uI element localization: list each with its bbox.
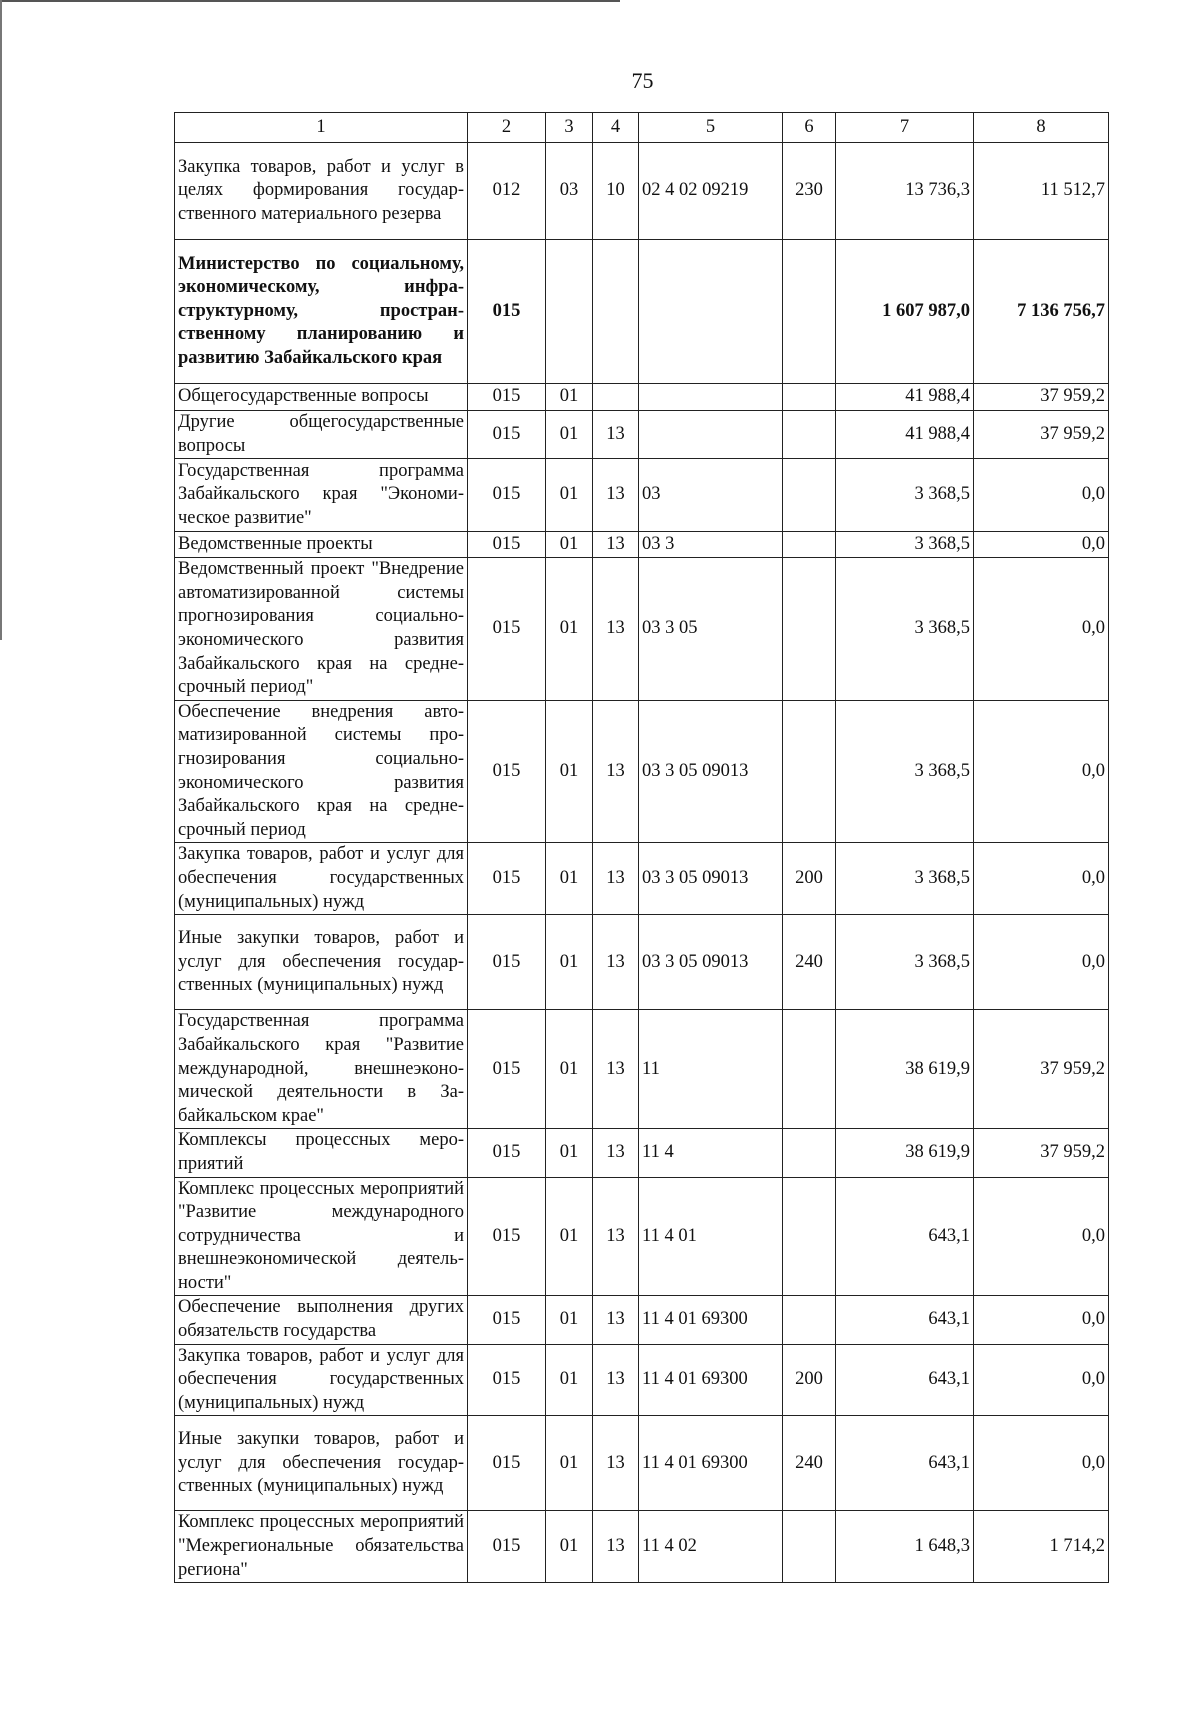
col-subsection: 13 [593, 1416, 639, 1511]
col-amount-1: 1 648,3 [836, 1511, 974, 1583]
row-name: Комплексы процессных мероприятий [175, 1129, 468, 1177]
row-name: Ведомственные проекты [175, 532, 468, 558]
col-ministry: 015 [468, 1177, 546, 1296]
col-section [546, 240, 593, 384]
table-row [175, 384, 1109, 411]
col-amount-1: 41 988,4 [836, 384, 974, 411]
col-amount-1: 1 607 987,0 [836, 240, 974, 384]
header-cell: 4 [593, 113, 639, 143]
col-section: 03 [546, 143, 593, 240]
col-section: 01 [546, 843, 593, 915]
col-ministry: 015 [468, 240, 546, 384]
col-expense-type [783, 459, 836, 532]
col-subsection: 13 [593, 843, 639, 915]
col-expense-type [783, 411, 836, 459]
header-cell: 7 [836, 113, 974, 143]
col-section: 01 [546, 384, 593, 411]
col-expense-type [783, 384, 836, 411]
header-cell: 1 [175, 113, 468, 143]
col-amount-2: 0,0 [974, 558, 1109, 701]
col-amount-1: 643,1 [836, 1177, 974, 1296]
col-subsection: 13 [593, 1344, 639, 1416]
col-amount-1: 41 988,4 [836, 411, 974, 459]
col-subsection: 13 [593, 1296, 639, 1344]
col-target-article [639, 240, 783, 384]
col-target-article: 11 4 01 69300 [639, 1416, 783, 1511]
col-amount-1: 643,1 [836, 1296, 974, 1344]
col-target-article: 11 4 02 [639, 1511, 783, 1583]
col-ministry: 015 [468, 411, 546, 459]
row-name: Ведомственный проект "Внедрение автоматизированной системы прогнозирования социально-экономического развития Забайкальского края на среднесрочный период" [175, 558, 468, 701]
col-target-article: 11 4 [639, 1129, 783, 1177]
col-section: 01 [546, 1416, 593, 1511]
col-amount-1: 3 368,5 [836, 459, 974, 532]
col-subsection: 13 [593, 1129, 639, 1177]
col-expense-type [783, 700, 836, 843]
col-amount-1: 38 619,9 [836, 1010, 974, 1129]
col-target-article: 11 4 01 [639, 1177, 783, 1296]
col-section: 01 [546, 1129, 593, 1177]
header-cell: 5 [639, 113, 783, 143]
row-name: Обеспечение выполнения других обязательств государства [175, 1296, 468, 1344]
col-expense-type [783, 558, 836, 701]
page-number: 75 [631, 68, 654, 93]
col-subsection: 13 [593, 1511, 639, 1583]
col-amount-1: 13 736,3 [836, 143, 974, 240]
col-amount-2: 0,0 [974, 843, 1109, 915]
table-row [175, 1010, 1109, 1129]
row-name: Закупка товаров, работ и услуг для обеспечения государственных (муниципальных) нужд [175, 1344, 468, 1416]
table-row [175, 1296, 1109, 1344]
col-amount-1: 3 368,5 [836, 915, 974, 1010]
col-section: 01 [546, 459, 593, 532]
col-ministry: 015 [468, 915, 546, 1010]
col-target-article: 03 [639, 459, 783, 532]
row-name: Комплекс процессных мероприятий "Межрегиональные обязательства региона" [175, 1511, 468, 1583]
col-section: 01 [546, 532, 593, 558]
col-section: 01 [546, 700, 593, 843]
table-row [175, 240, 1109, 384]
col-subsection: 13 [593, 915, 639, 1010]
col-ministry: 015 [468, 843, 546, 915]
col-ministry: 015 [468, 532, 546, 558]
table-row [175, 915, 1109, 1010]
col-ministry: 015 [468, 459, 546, 532]
row-name: Иные закупки товаров, работ и услуг для обеспечения государственных (муниципальных) нужд [175, 1416, 468, 1511]
col-amount-1: 3 368,5 [836, 843, 974, 915]
col-section: 01 [546, 1344, 593, 1416]
row-name: Министерство по социальному, экономическому, инфраструктурному, пространственному планированию и развитию Забайкальского края [175, 240, 468, 384]
col-amount-2: 0,0 [974, 532, 1109, 558]
col-subsection: 13 [593, 411, 639, 459]
col-subsection: 13 [593, 700, 639, 843]
table-row [175, 1344, 1109, 1416]
col-subsection: 13 [593, 558, 639, 701]
col-subsection: 13 [593, 459, 639, 532]
col-amount-2: 0,0 [974, 915, 1109, 1010]
table-row [175, 843, 1109, 915]
row-name: Общегосударственные вопросы [175, 384, 468, 411]
col-amount-1: 643,1 [836, 1344, 974, 1416]
col-subsection [593, 240, 639, 384]
col-section: 01 [546, 1177, 593, 1296]
scan-edge-top [0, 0, 620, 2]
header-cell: 6 [783, 113, 836, 143]
col-amount-2: 0,0 [974, 1344, 1109, 1416]
col-section: 01 [546, 915, 593, 1010]
header-cell: 2 [468, 113, 546, 143]
col-target-article [639, 384, 783, 411]
col-section: 01 [546, 1296, 593, 1344]
col-target-article: 11 [639, 1010, 783, 1129]
col-ministry: 015 [468, 1296, 546, 1344]
col-expense-type [783, 240, 836, 384]
row-name: Закупка товаров, работ и услуг для обеспечения государственных (муниципальных) нужд [175, 843, 468, 915]
col-section: 01 [546, 411, 593, 459]
col-expense-type [783, 1010, 836, 1129]
header-cell: 3 [546, 113, 593, 143]
col-amount-2: 11 512,7 [974, 143, 1109, 240]
row-name: Иные закупки товаров, работ и услуг для обеспечения государственных (муниципальных) нужд [175, 915, 468, 1010]
table-header-row [175, 113, 1109, 143]
col-ministry: 015 [468, 1010, 546, 1129]
col-amount-1: 3 368,5 [836, 558, 974, 701]
col-ministry: 015 [468, 1129, 546, 1177]
row-name: Комплекс процессных мероприятий "Развитие международного сотрудничества и внешнеэкономической деятельности" [175, 1177, 468, 1296]
col-expense-type: 200 [783, 1344, 836, 1416]
col-amount-1: 3 368,5 [836, 532, 974, 558]
table-row [175, 1416, 1109, 1511]
col-ministry: 015 [468, 700, 546, 843]
col-amount-2: 0,0 [974, 459, 1109, 532]
header-cell: 8 [974, 113, 1109, 143]
col-section: 01 [546, 1511, 593, 1583]
col-target-article: 03 3 05 09013 [639, 700, 783, 843]
table-row [175, 1511, 1109, 1583]
table-row [175, 1129, 1109, 1177]
row-name: Обеспечение внедрения автоматизированной системы прогнозирования социально-экономического развития Забайкальского края на среднесрочный период [175, 700, 468, 843]
col-amount-2: 0,0 [974, 1416, 1109, 1511]
table-row [175, 700, 1109, 843]
col-expense-type [783, 1177, 836, 1296]
col-ministry: 015 [468, 1344, 546, 1416]
col-target-article: 02 4 02 09219 [639, 143, 783, 240]
col-section: 01 [546, 1010, 593, 1129]
col-target-article: 03 3 05 09013 [639, 843, 783, 915]
table-row [175, 411, 1109, 459]
col-subsection: 13 [593, 1010, 639, 1129]
col-amount-2: 37 959,2 [974, 411, 1109, 459]
col-amount-2: 0,0 [974, 1296, 1109, 1344]
col-ministry: 015 [468, 1416, 546, 1511]
col-expense-type [783, 1296, 836, 1344]
table-row [175, 459, 1109, 532]
col-ministry: 015 [468, 558, 546, 701]
col-subsection: 10 [593, 143, 639, 240]
col-amount-2: 0,0 [974, 1177, 1109, 1296]
col-ministry: 015 [468, 1511, 546, 1583]
row-name: Закупка товаров, работ и услуг в целях формирования государственного материального резерва [175, 143, 468, 240]
col-expense-type [783, 1129, 836, 1177]
col-expense-type: 200 [783, 843, 836, 915]
scan-edge-left [0, 0, 2, 640]
col-target-article: 03 3 05 [639, 558, 783, 701]
col-amount-1: 38 619,9 [836, 1129, 974, 1177]
col-ministry: 012 [468, 143, 546, 240]
table-row [175, 1177, 1109, 1296]
table-row [175, 143, 1109, 240]
col-expense-type [783, 532, 836, 558]
col-section: 01 [546, 558, 593, 701]
col-target-article: 11 4 01 69300 [639, 1344, 783, 1416]
col-subsection: 13 [593, 532, 639, 558]
col-amount-2: 37 959,2 [974, 1129, 1109, 1177]
row-name: Другие общегосударственные вопросы [175, 411, 468, 459]
col-amount-1: 3 368,5 [836, 700, 974, 843]
col-target-article: 11 4 01 69300 [639, 1296, 783, 1344]
col-amount-2: 0,0 [974, 700, 1109, 843]
budget-table [174, 112, 1109, 1583]
col-expense-type [783, 1511, 836, 1583]
col-target-article: 03 3 05 09013 [639, 915, 783, 1010]
col-amount-2: 37 959,2 [974, 1010, 1109, 1129]
table-row [175, 558, 1109, 701]
table-row [175, 532, 1109, 558]
col-amount-2: 7 136 756,7 [974, 240, 1109, 384]
col-expense-type: 230 [783, 143, 836, 240]
col-target-article: 03 3 [639, 532, 783, 558]
col-subsection: 13 [593, 1177, 639, 1296]
col-ministry: 015 [468, 384, 546, 411]
col-subsection [593, 384, 639, 411]
col-amount-1: 643,1 [836, 1416, 974, 1511]
col-amount-2: 1 714,2 [974, 1511, 1109, 1583]
col-expense-type: 240 [783, 915, 836, 1010]
col-target-article [639, 411, 783, 459]
row-name: Государственная программа Забайкальского края "Развитие международной, внешнеэкономической деятельности в Забайкальском крае" [175, 1010, 468, 1129]
col-expense-type: 240 [783, 1416, 836, 1511]
col-amount-2: 37 959,2 [974, 384, 1109, 411]
row-name: Государственная программа Забайкальского края "Экономическое развитие" [175, 459, 468, 532]
